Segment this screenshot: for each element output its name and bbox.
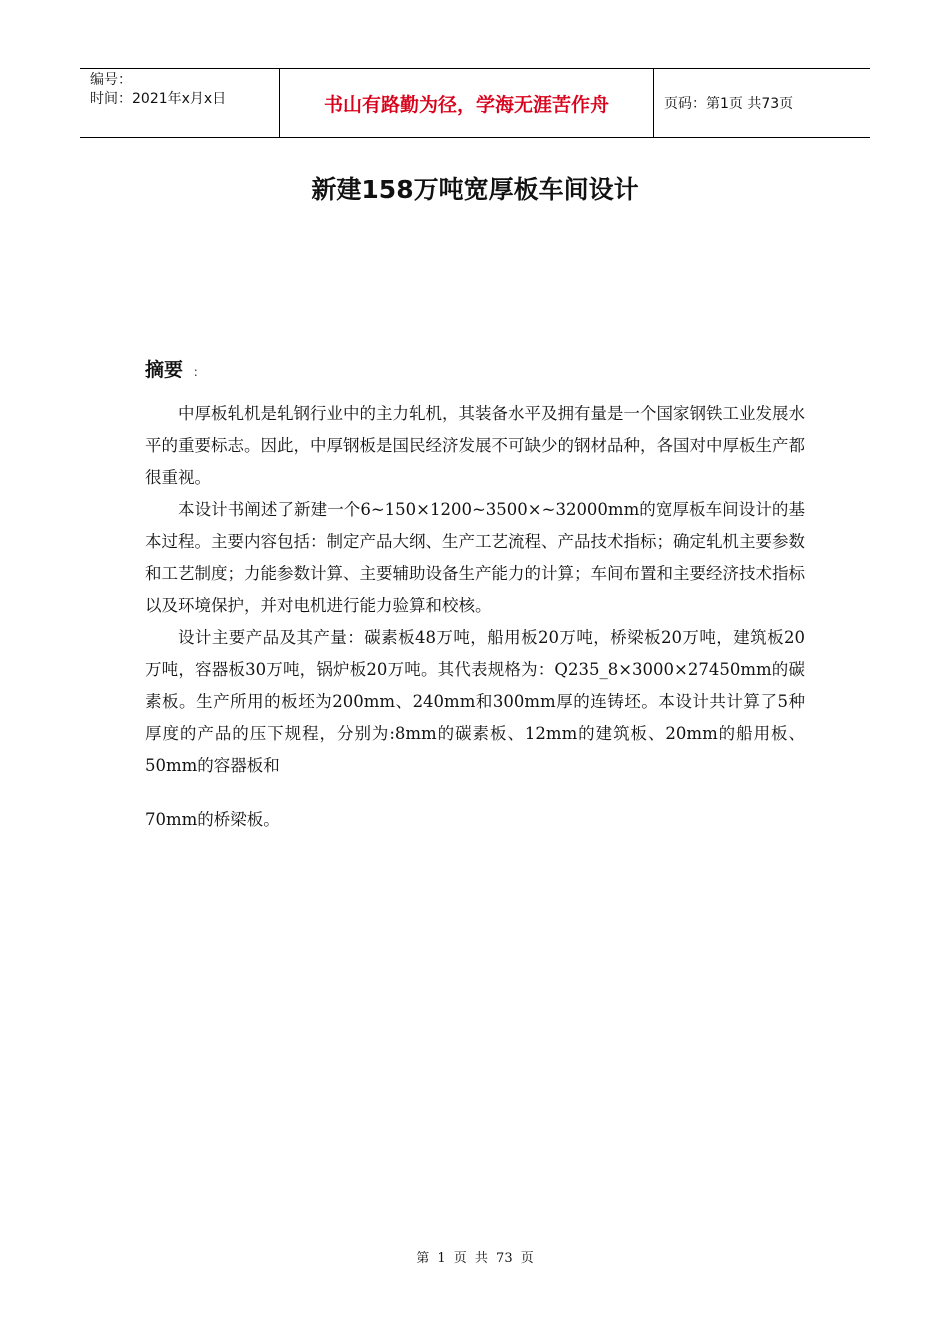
page-footer: 第 1 页 共 73 页 <box>416 1251 534 1266</box>
header-page-label: 页码：第1页 共73页 <box>664 96 794 112</box>
header-meta <box>80 69 280 137</box>
header-motto: 书山有路勤为径，学海无涯苦作舟 <box>280 69 654 137</box>
abstract-paragraph-2: 本设计书阐述了新建一个6~150×1200~3500×~32000mm的宽厚板车间设计的基本过程。主要内容包括：制定产品大纲、生产工艺流程、产品技术指标；确定轧机主要参数和工艺制度；力能参数计算、主要辅助设备生产能力的计算；车间布置和主要经济技术指标以及环境保护，并对电机进行能力验算和校核。 <box>145 500 805 615</box>
abstract-heading-text: 摘要 <box>145 359 184 381</box>
number-label: 编号： <box>90 72 132 88</box>
document-header <box>80 68 870 138</box>
abstract-closing-line: 70mm的桥梁板。 <box>145 810 280 829</box>
document-title: 新建158万吨宽厚板车间设计 <box>311 175 639 204</box>
abstract-paragraph-1: 中厚板轧机是轧钢行业中的主力轧机，其装备水平及拥有量是一个国家钢铁工业发展水平的重要标志。因此，中厚钢板是国民经济发展不可缺少的钢材品种，各国对中厚板生产都很重视。 <box>145 404 805 487</box>
date-label: 时间：2021年x月x日 <box>90 91 227 107</box>
abstract-heading <box>145 355 205 382</box>
abstract-heading-colon: ： <box>193 365 206 379</box>
abstract-body <box>145 398 805 836</box>
abstract-paragraph-3: 设计主要产品及其产量：碳素板48万吨，船用板20万吨，桥梁板20万吨，建筑板20万吨，容器板30万吨，锅炉板20万吨。其代表规格为：Q235_8×3000×27450mm的碳素板。生产所用的板坯为200mm、240mm和300mm厚的连铸坯。本设计共计算了5种厚度的产品的压下规程，分别为:8mm的碳素板、12mm的建筑板、20mm的船用板、50mm的容器板和 <box>145 628 805 775</box>
